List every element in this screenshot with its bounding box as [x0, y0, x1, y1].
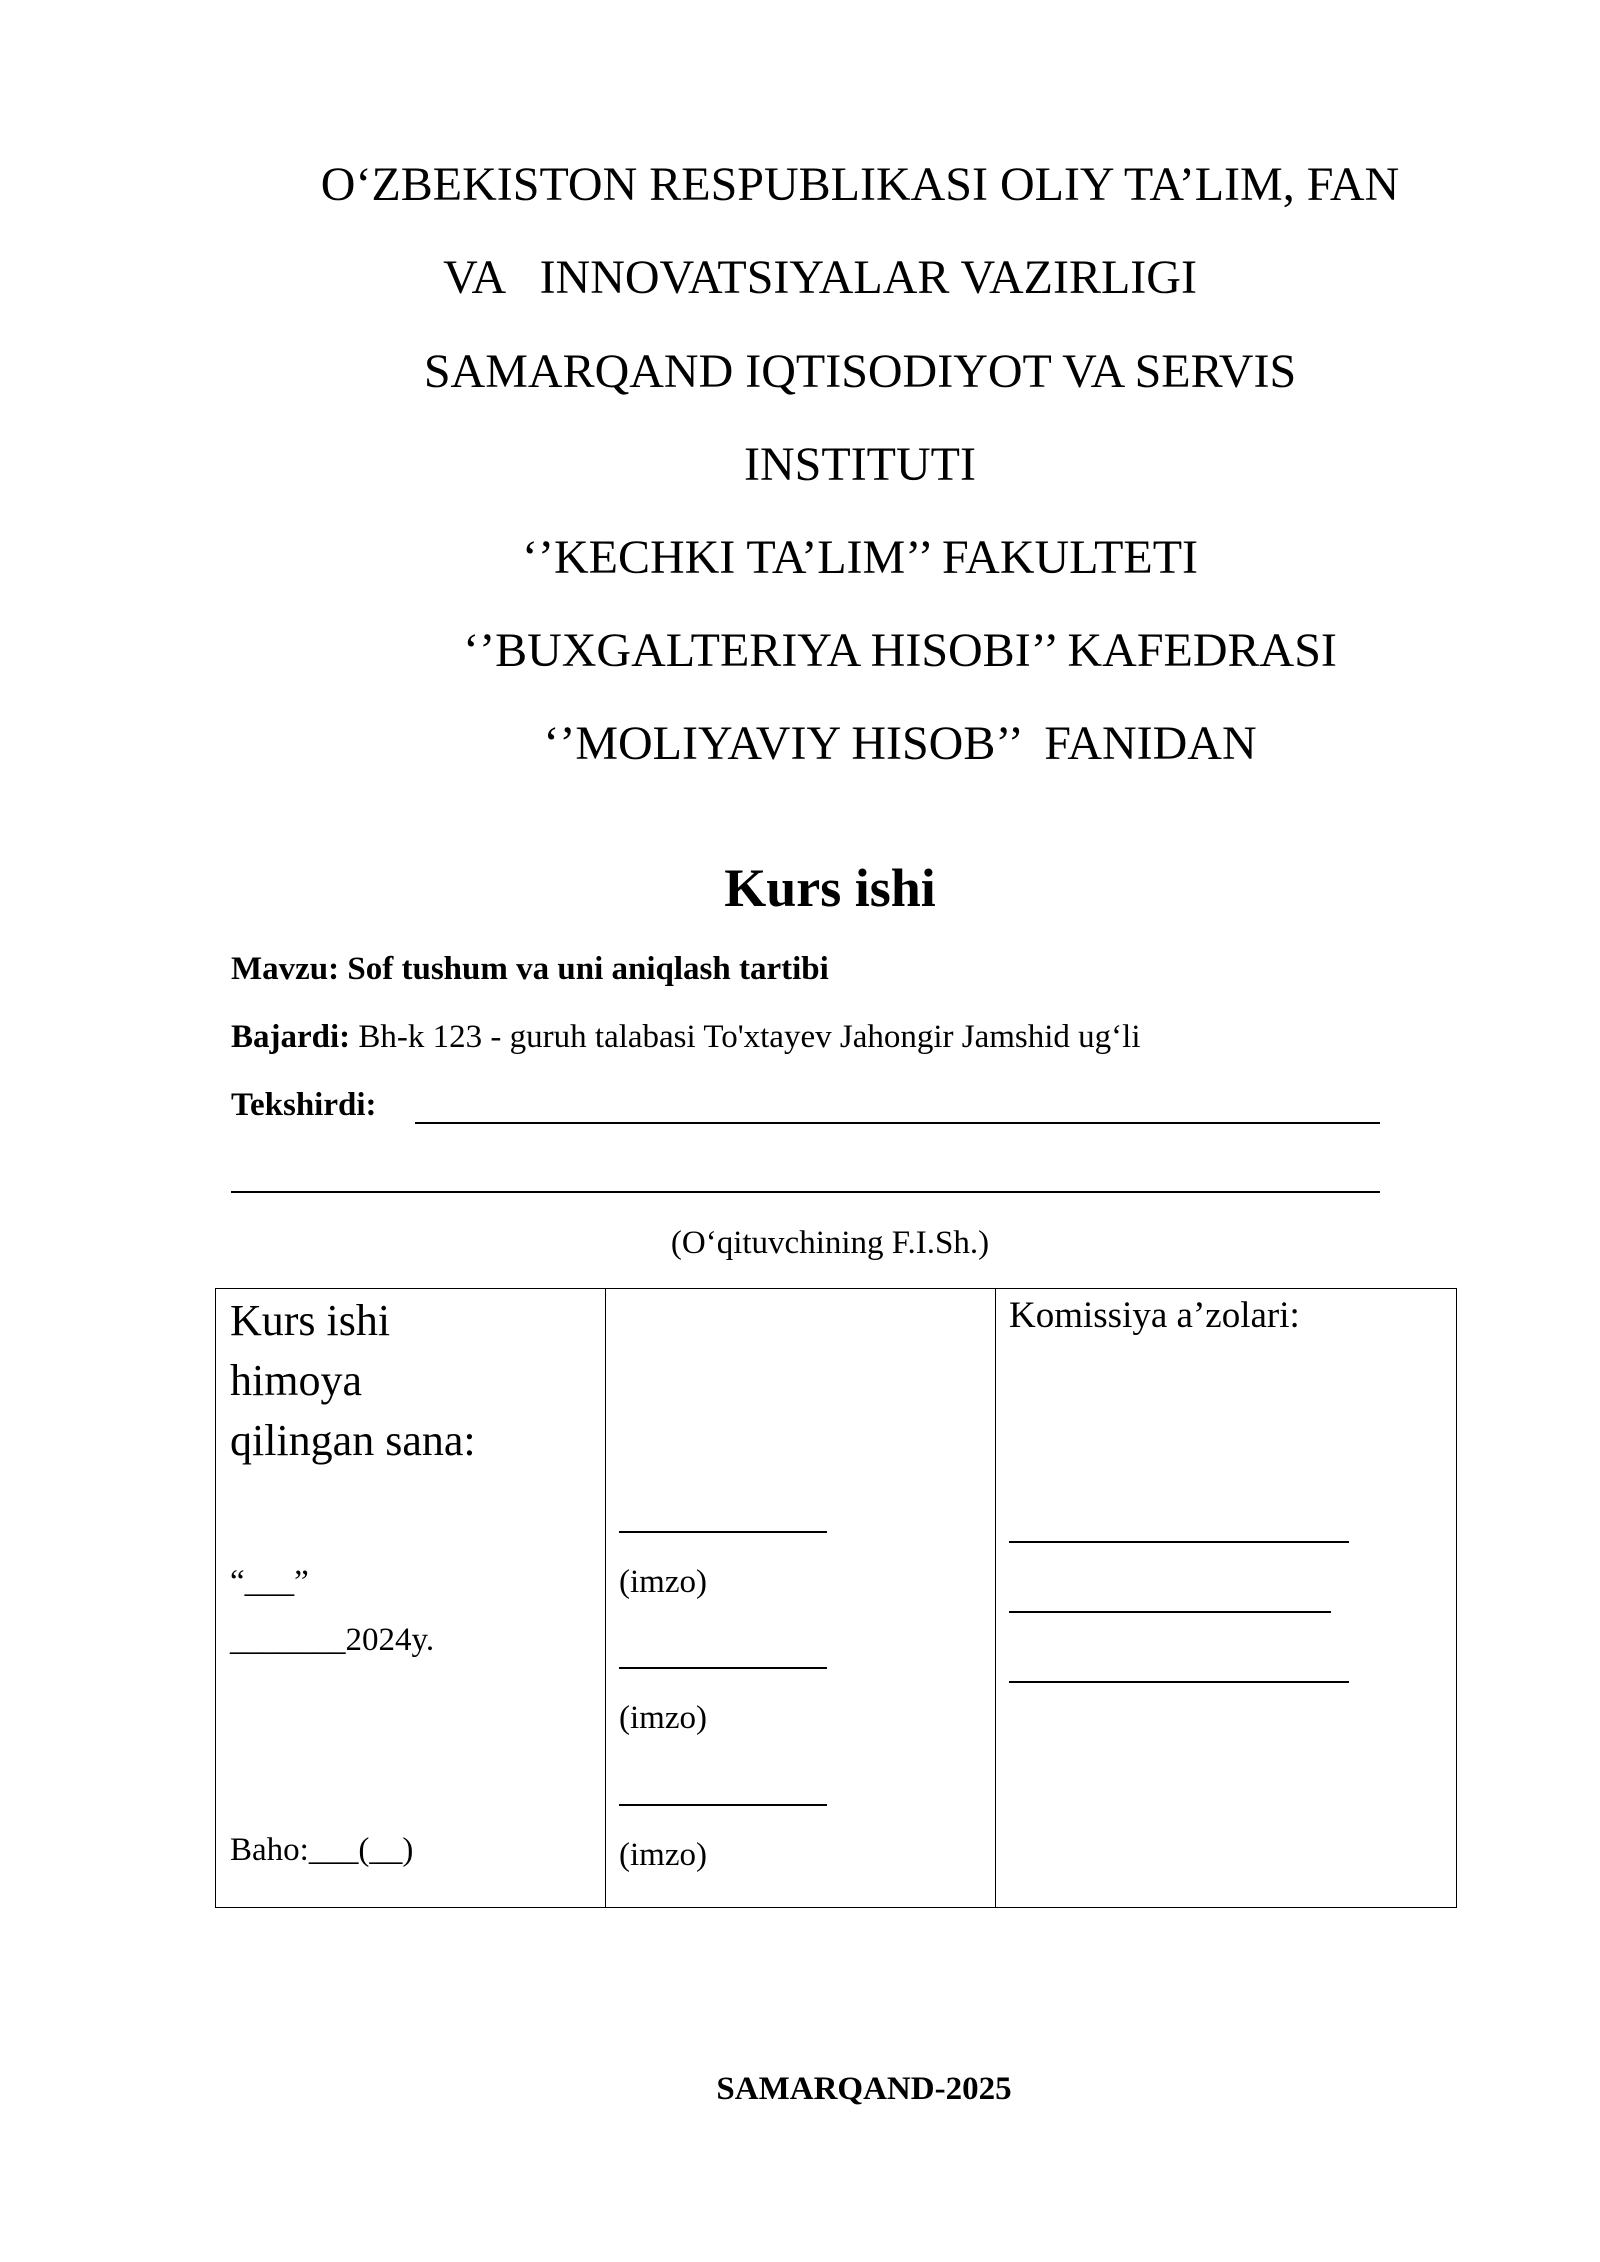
checked-by-blank — [415, 1122, 1380, 1124]
table-divider-2 — [995, 1289, 996, 1907]
header-line-4: INSTITUTI — [744, 438, 976, 491]
signature-line-2 — [619, 1667, 827, 1669]
header-line-1: O‘ZBEKISTON RESPUBLIKASI OLIY TA’LIM, FAN — [320, 158, 1400, 211]
date-day-blank: “___” — [230, 1564, 309, 1600]
header-line-6: ‘’BUXGALTERIYA HISOBI’’ KAFEDRASI — [463, 624, 1337, 677]
defense-date-heading-3: qilingan sana: — [230, 1416, 476, 1465]
commission-line-2 — [1009, 1611, 1331, 1613]
signature-label-1: (imzo) — [619, 1564, 707, 1600]
commission-line-3 — [1009, 1681, 1349, 1683]
signature-label-3: (imzo) — [619, 1837, 707, 1873]
header-line-7: ‘’MOLIYAVIY HISOB’’ FANIDAN — [543, 717, 1257, 770]
document-title: Kurs ishi — [724, 858, 936, 918]
defense-date-heading-1: Kurs ishi — [230, 1296, 391, 1345]
teacher-caption: (O‘qituvchining F.I.Sh.) — [670, 1225, 990, 1261]
checked-by-line — [231, 1084, 377, 1126]
commission-heading: Komissiya a’zolari: — [1009, 1295, 1300, 1336]
header-line-2: VA INNOVATSIYALAR VAZIRLIGI — [443, 251, 1197, 304]
signature-line-1 — [619, 1531, 827, 1533]
done-by-label: Bajardi: — [231, 1019, 351, 1055]
table-divider-1 — [605, 1289, 606, 1907]
commission-line-1 — [1009, 1541, 1349, 1543]
topic-value: Sof tushum va uni aniqlash tartibi — [347, 951, 829, 987]
footer-city-year: SAMARQAND-2025 — [716, 2071, 1012, 2107]
date-year-blank: _______2024y. — [230, 1622, 435, 1658]
signature-line-3 — [619, 1804, 827, 1806]
defense-date-heading-2: himoya — [230, 1356, 362, 1405]
done-by-value: Bh-k 123 - guruh talabasi To'xtayev Jahongir Jamshid ug‘li — [358, 1019, 1141, 1055]
done-by-line — [231, 1016, 1141, 1058]
topic-label: Mavzu: — [231, 951, 340, 987]
header-line-5: ‘’KECHKI TA’LIM’’ FAKULTETI — [521, 531, 1199, 584]
signature-label-2: (imzo) — [619, 1700, 707, 1736]
topic-line — [231, 948, 829, 990]
checked-by-label: Tekshirdi: — [231, 1087, 377, 1123]
defense-table — [215, 1288, 1457, 1908]
grade-blank: Baho:___(__) — [230, 1832, 414, 1868]
header-line-3: SAMARQAND IQTISODIYOT VA SERVIS — [423, 345, 1297, 398]
teacher-name-blank — [231, 1191, 1380, 1193]
